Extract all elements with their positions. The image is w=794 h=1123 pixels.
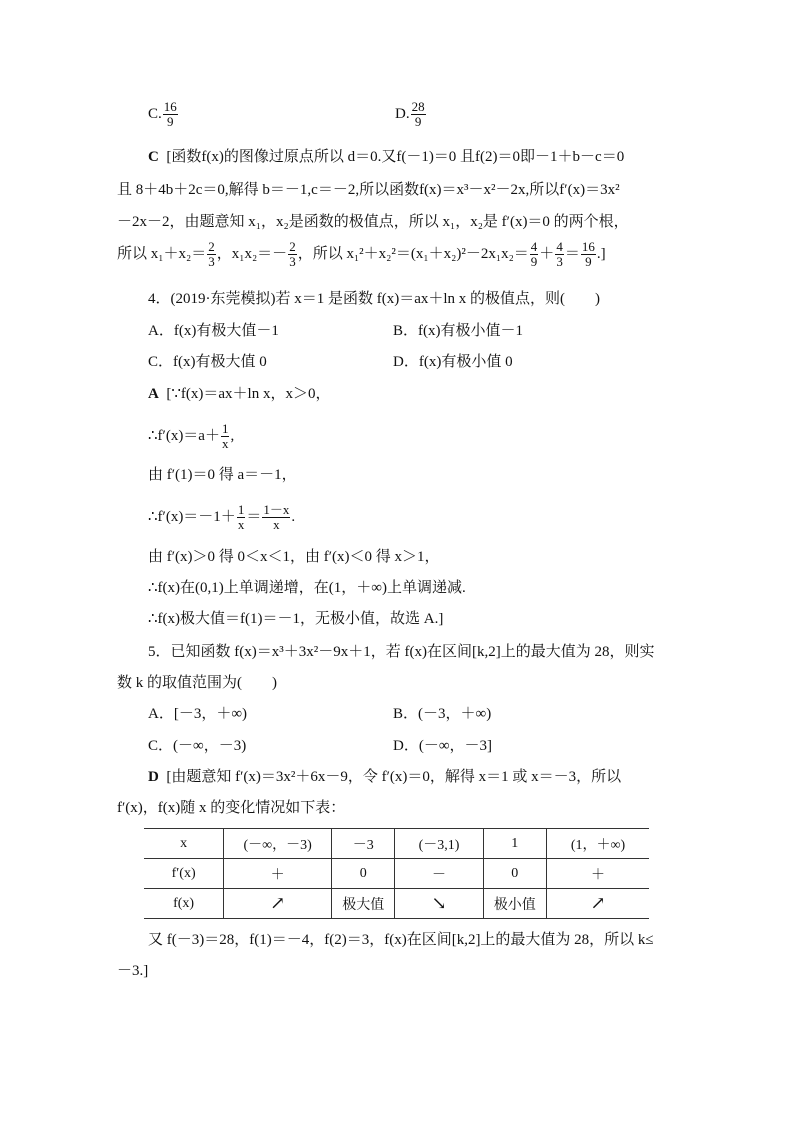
text: ，x₁x₂＝－ bbox=[216, 245, 288, 262]
q4-solution-line4 bbox=[148, 503, 295, 532]
q3-solution-line1 bbox=[148, 148, 624, 166]
q5-solution-line3: 又 f(－3)＝28，f(1)＝－4，f(2)＝3，f(x)在区间[k,2]上的最大值为 28，所以 k≤ bbox=[148, 932, 654, 948]
q5-option-b: B．(－3，＋∞) bbox=[393, 706, 492, 722]
q5-option-c: C．(－∞，－3) bbox=[148, 738, 247, 754]
text: ＋ bbox=[539, 245, 555, 262]
denominator: 3 bbox=[208, 254, 215, 269]
q4-stem: 4．(2019·东莞模拟)若 x＝1 是函数 f(x)＝ax＋ln x 的极值点，则( ) bbox=[148, 291, 601, 307]
text: ＝ bbox=[564, 245, 580, 262]
fraction bbox=[581, 240, 596, 269]
text: .] bbox=[596, 245, 606, 262]
q5-stem-line2: 数 k 的取值范围为( ) bbox=[117, 675, 277, 691]
q3-solution-line4 bbox=[117, 240, 606, 269]
q4-solution-line6: ∴f(x)在(0,1)上单调递增，在(1，＋∞)上单调递减. bbox=[148, 580, 466, 596]
q4-solution-line3: 由 f′(1)＝0 得 a＝－1， bbox=[148, 467, 297, 483]
numerator: 4 bbox=[530, 239, 538, 254]
q4-option-d: D．f(x)有极小值 0 bbox=[393, 354, 513, 370]
table-cell: (－3,1) bbox=[395, 829, 483, 859]
numerator: 1 bbox=[237, 502, 245, 517]
q4-solution-line5: 由 f′(x)＞0 得 0＜x＜1，由 f′(x)＜0 得 x＞1， bbox=[148, 549, 440, 565]
denominator: 9 bbox=[167, 114, 174, 129]
table-cell: 1 bbox=[483, 829, 546, 859]
increasing-arrow-icon: ↗ bbox=[224, 889, 332, 919]
fraction bbox=[555, 240, 564, 269]
decreasing-arrow-icon: ↘ bbox=[395, 889, 483, 919]
table-cell: f(x) bbox=[144, 889, 224, 919]
table-row bbox=[144, 889, 649, 919]
table-cell: 0 bbox=[332, 859, 395, 889]
denominator: 9 bbox=[585, 254, 592, 269]
text: . bbox=[291, 508, 296, 525]
fraction bbox=[530, 240, 539, 269]
table-cell: f′(x) bbox=[144, 859, 224, 889]
denominator: 9 bbox=[530, 254, 538, 269]
choice-c bbox=[148, 100, 179, 129]
numerator: 2 bbox=[289, 239, 296, 254]
text: [函数f(x)的图像过原点所以 d＝0.又f(－1)＝0 且f(2)＝0即－1＋b－c＝0 bbox=[166, 149, 625, 165]
fraction bbox=[163, 100, 178, 129]
text: ，所以 x₁²＋x₂²＝(x₁＋x₂)²－2x₁x₂＝ bbox=[297, 245, 529, 262]
numerator: 16 bbox=[163, 99, 177, 114]
text: ∴f′(x)＝－1＋ bbox=[148, 508, 236, 525]
table-cell: (1，＋∞) bbox=[546, 829, 649, 859]
q4-option-a: A．f(x)有极大值－1 bbox=[148, 323, 279, 339]
table-row bbox=[144, 859, 649, 889]
answer-letter: C bbox=[148, 149, 159, 165]
denominator: x bbox=[273, 517, 280, 532]
choice-d-label: D. bbox=[395, 105, 410, 122]
numerator: 4 bbox=[556, 239, 563, 254]
denominator: 3 bbox=[289, 254, 296, 269]
text: [∵f(x)＝ax＋ln x，x＞0， bbox=[166, 386, 331, 402]
denominator: x bbox=[237, 517, 245, 532]
q5-option-a: A．[－3，＋∞) bbox=[148, 706, 248, 722]
table-cell: x bbox=[144, 829, 224, 859]
numerator: 28 bbox=[411, 99, 425, 114]
text: , bbox=[230, 427, 235, 444]
text: ∴f′(x)＝a＋ bbox=[148, 427, 220, 444]
answer-letter: A bbox=[148, 386, 159, 402]
table-cell: (－∞，－3) bbox=[224, 829, 332, 859]
fraction bbox=[288, 240, 297, 269]
table-cell: － bbox=[395, 859, 483, 889]
sign-table bbox=[144, 828, 649, 919]
numerator: 16 bbox=[581, 239, 595, 254]
table-header-row bbox=[144, 829, 649, 859]
table-cell: 极大值 bbox=[332, 889, 395, 919]
q4-option-c: C．f(x)有极大值 0 bbox=[148, 354, 267, 370]
fraction bbox=[262, 503, 290, 532]
table-cell: 极小值 bbox=[483, 889, 546, 919]
q4-option-b: B．f(x)有极小值－1 bbox=[393, 323, 523, 339]
q5-option-d: D．(－∞，－3] bbox=[393, 738, 493, 754]
table-cell: ＋ bbox=[224, 859, 332, 889]
answer-letter: D bbox=[148, 769, 159, 785]
table-cell: 0 bbox=[483, 859, 546, 889]
table-cell: ＋ bbox=[546, 859, 649, 889]
text: [由题意知 f′(x)＝3x²＋6x－9，令 f′(x)＝0，解得 x＝1 或 x＝－3，所以 bbox=[166, 769, 622, 785]
fraction bbox=[411, 100, 426, 129]
text: ＝ bbox=[246, 508, 262, 525]
increasing-arrow-icon: ↗ bbox=[546, 889, 649, 919]
choice-c-label: C. bbox=[148, 105, 162, 122]
choice-d bbox=[395, 100, 427, 129]
numerator: 1 bbox=[221, 421, 229, 436]
denominator: 3 bbox=[556, 254, 563, 269]
q5-stem-line1: 5．已知函数 f(x)＝x³＋3x²－9x＋1，若 f(x)在区间[k,2]上的最大值为 28，则实 bbox=[148, 644, 655, 660]
denominator: 9 bbox=[414, 114, 422, 129]
numerator: 1－x bbox=[263, 502, 290, 517]
q3-solution-line2: 且 8＋4b＋2c＝0,解得 b＝－1,c＝－2,所以函数f(x)＝x³－x²－2x,所以f′(x)＝3x² bbox=[117, 182, 620, 198]
q3-solution-line3: －2x－2，由题意知 x₁，x₂是函数的极值点，所以 x₁，x₂是 f′(x)＝0 的两个根， bbox=[117, 214, 629, 230]
numerator: 2 bbox=[208, 239, 215, 254]
q5-solution-line1 bbox=[148, 768, 621, 786]
q4-solution-line7: ∴f(x)极大值＝f(1)＝－1，无极小值，故选 A.] bbox=[148, 611, 444, 627]
q5-solution-line2: f′(x)，f(x)随 x 的变化情况如下表： bbox=[117, 800, 346, 816]
q4-solution-line1 bbox=[148, 385, 330, 403]
fraction bbox=[207, 240, 216, 269]
denominator: x bbox=[221, 436, 229, 451]
q5-solution-line4: －3.] bbox=[117, 963, 149, 979]
text: 所以 x₁＋x₂＝ bbox=[117, 245, 207, 262]
table-cell: －3 bbox=[332, 829, 395, 859]
fraction bbox=[221, 422, 230, 451]
q4-solution-line2 bbox=[148, 422, 234, 451]
fraction bbox=[237, 503, 246, 532]
